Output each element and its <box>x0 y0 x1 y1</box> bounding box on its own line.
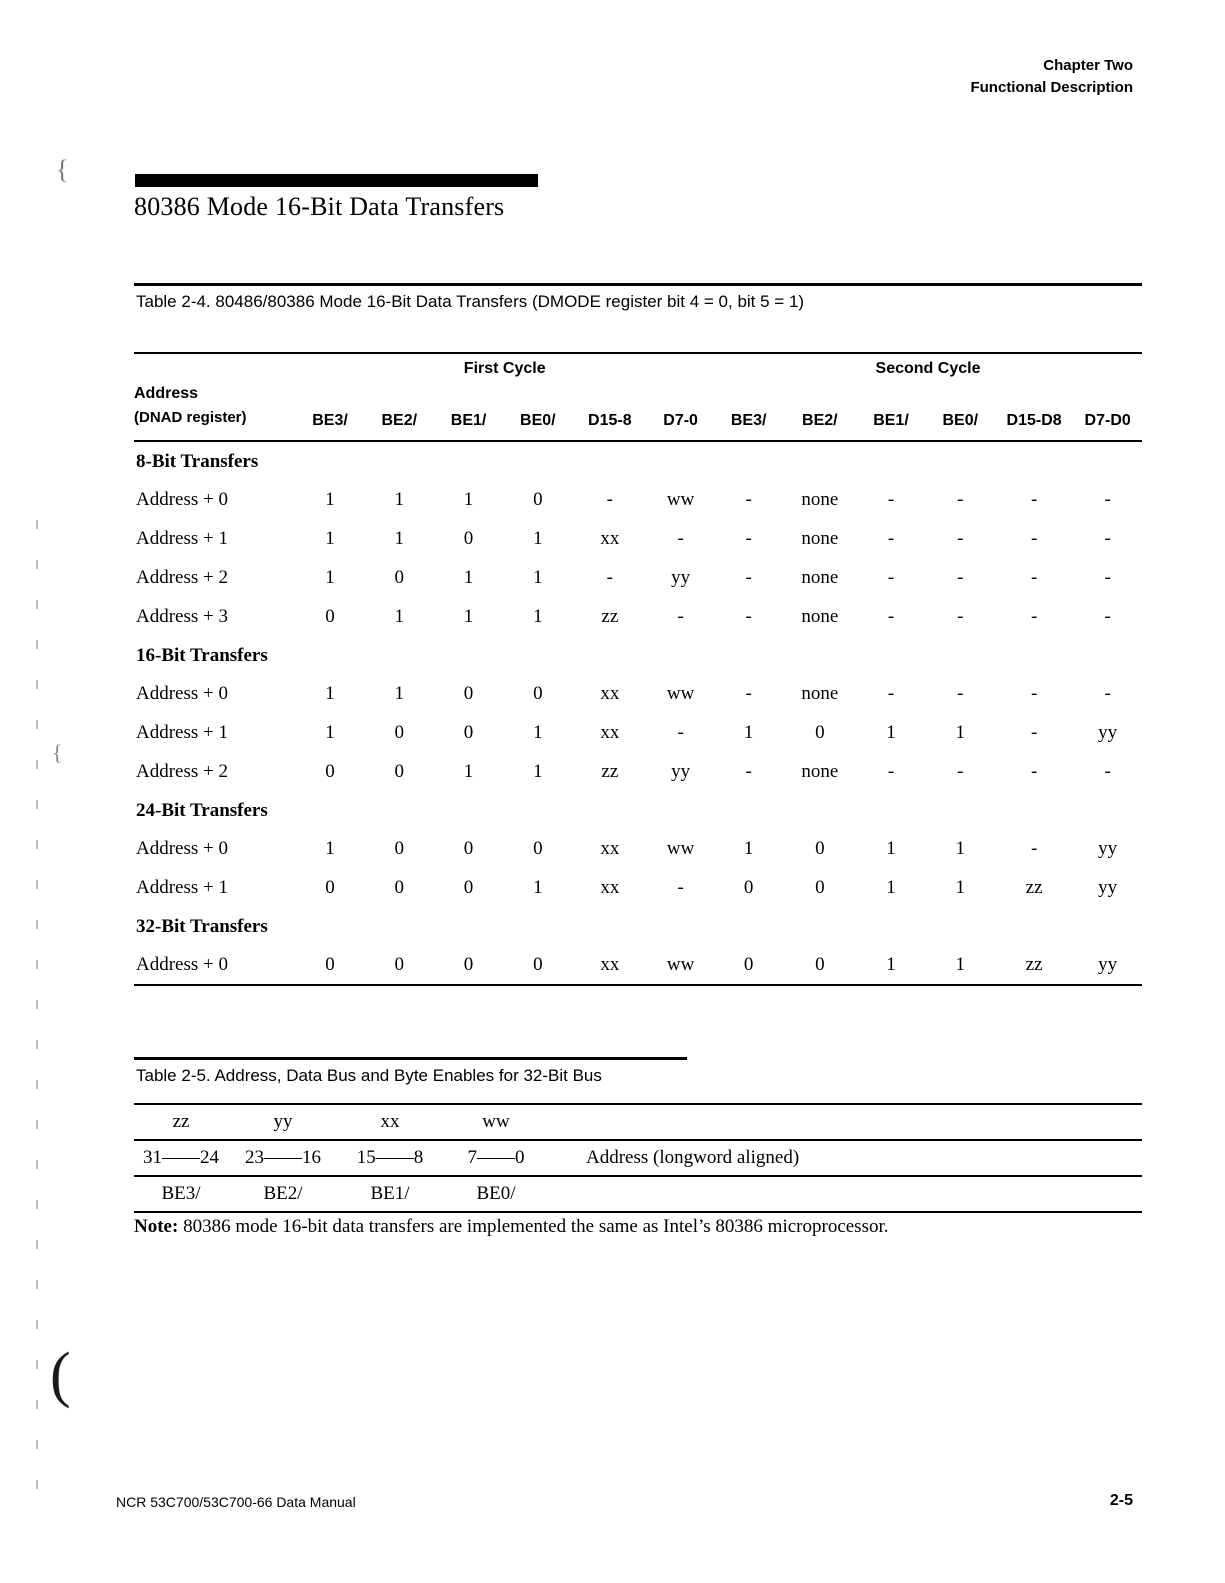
cell: xx <box>600 838 620 859</box>
section-title-cell: 8-Bit Transfers <box>134 441 295 480</box>
col-header: D7-0 <box>663 412 698 429</box>
cell: - <box>957 761 964 782</box>
cell: - <box>1030 528 1038 549</box>
table-2-4-group-header-row <box>134 353 1142 382</box>
table-2-4-top-rule <box>134 283 1142 286</box>
cell: none <box>801 489 839 510</box>
cell: 0 <box>394 877 405 898</box>
cell: - <box>1104 528 1111 549</box>
col-header: BE0/ <box>942 412 979 429</box>
col-header: BE2/ <box>381 412 418 429</box>
cell: 1 <box>955 722 965 743</box>
cell: none <box>801 606 839 627</box>
table-2-5 <box>134 1103 1142 1213</box>
row-label: Address + 0 <box>136 489 228 510</box>
note-block <box>134 1216 1144 1238</box>
table-row <box>134 945 1142 985</box>
cell: 0 <box>463 722 474 743</box>
cell: 0 <box>434 945 503 985</box>
cell: ww <box>666 838 695 859</box>
cell: none <box>801 761 839 782</box>
section-title: 80386 Mode 16-Bit Data Transfers <box>134 192 505 221</box>
cell: 0 <box>394 761 405 782</box>
col-header: BE3/ <box>730 412 767 429</box>
cell: yy <box>1098 838 1118 859</box>
section-title-cell: 24-Bit Transfers <box>136 800 268 821</box>
cell: xx <box>600 877 620 898</box>
col-header: BE1/ <box>873 412 909 429</box>
row-label: Address + 3 <box>136 606 228 627</box>
cell: - <box>957 567 964 588</box>
cell: 1 <box>926 945 995 985</box>
cell: 1 <box>463 761 474 782</box>
cell: 1 <box>533 877 543 898</box>
cell: - <box>957 489 964 510</box>
cell: 0 <box>463 683 474 704</box>
cell: 0 <box>394 838 405 859</box>
cell: 0 <box>815 722 825 743</box>
cell: - <box>1104 761 1111 782</box>
table-2-5-caption: Table 2-5. Address, Data Bus and Byte Enables for 32-Bit Bus <box>136 1066 602 1085</box>
scan-margin-mark-top: { <box>56 155 69 184</box>
cell: xx <box>338 1104 442 1140</box>
cell: yy <box>228 1104 338 1140</box>
cell: yy <box>1098 722 1118 743</box>
cell: BE3/ <box>134 1176 228 1212</box>
cell: yy <box>1073 945 1142 985</box>
cell: 1 <box>743 722 754 743</box>
cell: 0 <box>394 722 405 743</box>
cell: 0 <box>533 838 543 859</box>
cell: 0 <box>783 945 856 985</box>
cell: xx <box>600 528 620 549</box>
cell: 1 <box>533 567 543 588</box>
cell: 1 <box>533 528 543 549</box>
table-row <box>134 752 1142 791</box>
cell: - <box>887 761 895 782</box>
col-header: D7-D0 <box>1084 412 1131 429</box>
cell: - <box>745 683 752 704</box>
spacer-cell <box>134 353 295 382</box>
cell: - <box>606 567 613 588</box>
cell: 0 <box>365 945 434 985</box>
address-header-line1: Address <box>134 385 199 402</box>
table-2-4 <box>134 352 1142 986</box>
cell: 0 <box>325 761 335 782</box>
cell: - <box>1104 606 1111 627</box>
cell: 1 <box>325 722 335 743</box>
cell: - <box>1030 683 1038 704</box>
table-2-5-top-rule <box>134 1057 687 1060</box>
cell: xx <box>600 683 620 704</box>
cell: 1 <box>463 567 474 588</box>
first-cycle-header: First Cycle <box>295 353 714 382</box>
section-title-cell: 32-Bit Transfers <box>136 916 268 937</box>
cell: ww <box>666 489 695 510</box>
cell: 7——0 <box>442 1140 550 1176</box>
cell: - <box>1104 489 1111 510</box>
chapter-label: Chapter Two <box>1043 57 1133 74</box>
row-label: Address + 1 <box>136 722 228 743</box>
cell: zz <box>601 761 619 782</box>
cell: zz <box>601 606 619 627</box>
row-label: Address + 2 <box>136 761 228 782</box>
cell: ww <box>666 683 695 704</box>
cell: 1 <box>886 722 896 743</box>
cell: - <box>677 606 684 627</box>
cell: zz <box>1025 877 1043 898</box>
col-header: D15-D8 <box>1006 412 1062 429</box>
cell: yy <box>1098 877 1118 898</box>
row-label: Address + 0 <box>136 683 228 704</box>
table-row <box>134 829 1142 868</box>
cell: 1 <box>394 606 405 627</box>
table-row <box>134 674 1142 713</box>
col-header: BE3/ <box>312 412 348 429</box>
cell: 15——8 <box>338 1140 442 1176</box>
chapter-subtitle: Functional Description <box>970 78 1133 96</box>
cell: 1 <box>955 838 965 859</box>
cell: - <box>887 528 895 549</box>
cell: 1 <box>533 722 543 743</box>
scan-spine-artifact <box>36 520 38 1500</box>
cell: - <box>745 567 752 588</box>
row-label: Address + 0 <box>134 945 295 985</box>
col-header: D15-8 <box>588 412 632 429</box>
cell: 1 <box>394 683 405 704</box>
table-row <box>134 519 1142 558</box>
footer-manual-title: NCR 53C700/53C700-66 Data Manual <box>116 1494 356 1510</box>
cell-empty <box>550 1104 1142 1140</box>
table-section-header <box>134 441 1142 480</box>
scan-margin-mark-middle: { <box>52 740 63 765</box>
cell: 0 <box>533 683 543 704</box>
table-row <box>134 1104 1142 1140</box>
cell: none <box>801 567 839 588</box>
cell: xx <box>572 945 647 985</box>
address-alignment-note: Address (longword aligned) <box>550 1140 1142 1176</box>
cell: - <box>1030 567 1038 588</box>
cell: - <box>606 489 613 510</box>
col-header: BE2/ <box>802 412 838 429</box>
cell: 31——24 <box>134 1140 228 1176</box>
cell: - <box>887 606 895 627</box>
cell: 1 <box>886 877 896 898</box>
cell: 0 <box>463 838 474 859</box>
cell: 0 <box>815 838 825 859</box>
cell: - <box>745 606 752 627</box>
address-header-line2: (DNAD register) <box>134 409 247 426</box>
row-label: Address + 1 <box>136 877 228 898</box>
cell: 1 <box>325 489 335 510</box>
cell: - <box>1030 489 1038 510</box>
table-section-header <box>134 636 1142 674</box>
cell: yy <box>671 567 691 588</box>
table-row <box>134 1176 1142 1212</box>
cell: none <box>801 528 839 549</box>
cell: 1 <box>325 683 335 704</box>
cell: - <box>1030 606 1038 627</box>
col-header: BE1/ <box>450 412 487 429</box>
cell: 1 <box>394 528 405 549</box>
table-row <box>134 1140 1142 1176</box>
cell: - <box>887 489 895 510</box>
page-header <box>970 55 1133 99</box>
cell: - <box>1030 761 1038 782</box>
note-label: Note: <box>134 1216 179 1237</box>
second-cycle-header: Second Cycle <box>714 353 1142 382</box>
cell: 0 <box>295 945 364 985</box>
cell: - <box>677 528 684 549</box>
cell: - <box>745 528 752 549</box>
cell: 1 <box>743 838 754 859</box>
cell: none <box>801 683 839 704</box>
cell: - <box>957 528 964 549</box>
table-row <box>134 597 1142 636</box>
table-2-4-caption: Table 2-4. 80486/80386 Mode 16-Bit Data Transfers (DMODE register bit 4 = 0, bit 5 = 1) <box>136 292 805 311</box>
cell: 1 <box>394 489 405 510</box>
note-text: 80386 mode 16-bit data transfers are implemented the same as Intel’s 80386 microprocessor. <box>178 1216 889 1237</box>
cell: - <box>1104 567 1111 588</box>
table-row <box>134 713 1142 752</box>
cell: 0 <box>503 945 572 985</box>
scan-margin-mark-bottom: ( <box>50 1341 71 1409</box>
cell: 0 <box>325 877 335 898</box>
cell: 1 <box>533 761 543 782</box>
row-label: Address + 2 <box>136 567 228 588</box>
cell: - <box>1104 683 1111 704</box>
cell: - <box>957 683 964 704</box>
table-row <box>134 480 1142 519</box>
cell: 0 <box>463 528 474 549</box>
cell: zz <box>134 1104 228 1140</box>
cell: ww <box>647 945 714 985</box>
cell: 1 <box>856 945 925 985</box>
cell: 1 <box>325 567 335 588</box>
cell: 0 <box>533 489 543 510</box>
cell: yy <box>671 761 691 782</box>
section-title-cell: 16-Bit Transfers <box>136 645 268 666</box>
row-label: Address + 0 <box>136 838 228 859</box>
cell: 0 <box>463 877 474 898</box>
cell: 23——16 <box>228 1140 338 1176</box>
cell: 1 <box>886 838 896 859</box>
cell: 0 <box>325 606 335 627</box>
section-rule <box>135 174 538 187</box>
row-label: Address + 1 <box>136 528 228 549</box>
cell: 0 <box>743 877 754 898</box>
address-column-header <box>134 382 295 441</box>
cell: ww <box>442 1104 550 1140</box>
table-row <box>134 558 1142 597</box>
cell: 0 <box>394 567 405 588</box>
cell: - <box>957 606 964 627</box>
cell: 0 <box>815 877 825 898</box>
table-row <box>134 868 1142 907</box>
table-section-header <box>134 907 1142 945</box>
cell: - <box>677 722 684 743</box>
cell: zz <box>995 945 1073 985</box>
cell: 1 <box>533 606 543 627</box>
cell: 1 <box>325 528 335 549</box>
cell: BE1/ <box>338 1176 442 1212</box>
cell: - <box>887 683 895 704</box>
cell-empty <box>550 1176 1142 1212</box>
cell: 1 <box>463 489 474 510</box>
cell: - <box>745 761 752 782</box>
table-section-header <box>134 791 1142 829</box>
cell: - <box>745 489 752 510</box>
footer-page-number: 2-5 <box>1109 1492 1133 1509</box>
cell: 1 <box>325 838 335 859</box>
cell: - <box>887 567 895 588</box>
cell: xx <box>600 722 620 743</box>
table-2-4-column-header-row <box>134 382 1142 441</box>
cell: - <box>1030 838 1038 859</box>
cell: 1 <box>463 606 474 627</box>
cell: 0 <box>714 945 783 985</box>
cell: BE0/ <box>442 1176 550 1212</box>
cell: 1 <box>955 877 965 898</box>
cell: - <box>1030 722 1038 743</box>
cell: BE2/ <box>228 1176 338 1212</box>
col-header: BE0/ <box>520 412 556 429</box>
cell: - <box>677 877 684 898</box>
